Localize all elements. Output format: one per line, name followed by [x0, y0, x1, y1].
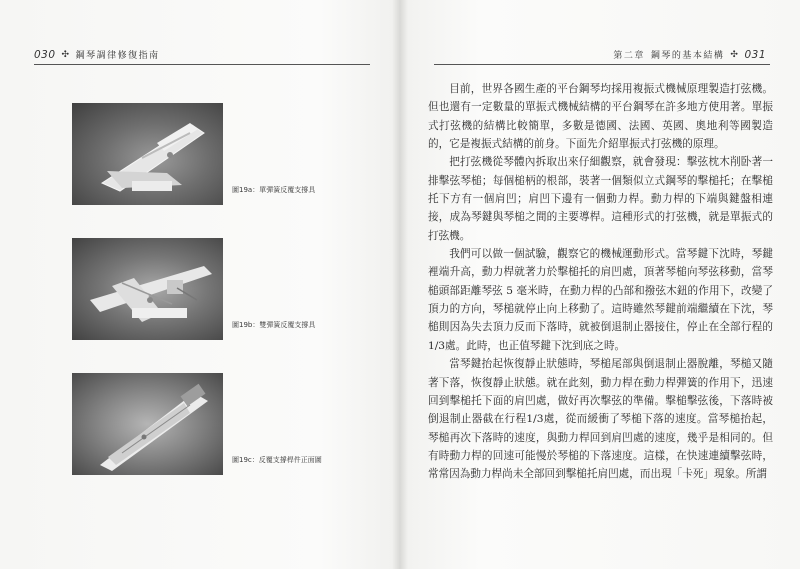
figure-19a	[72, 103, 316, 205]
left-header-rule	[34, 64, 370, 65]
left-running-header	[34, 48, 160, 61]
right-page-number: 031	[744, 48, 766, 61]
paragraph: 我們可以做一個試驗，觀察它的機械運動形式。當琴鍵下沈時，琴鍵裡端升高，動力桿就著力於擊槌托的肩凹處，頂著琴槌向琴弦移動，當琴槌頭部距離琴弦 5 毫米時，在動力桿的凸部和撥弦木鈕的作用下，改變了頂力的方向，琴槌就停止向上移動了。這時雖然琴鍵前端繼續在下沈，琴槌則因為失去頂力反而下落時，就被倒退制止器接住，停止在全部行程的1/3處。此時，也正值琴鍵下沈到底之時。	[428, 248, 773, 352]
right-page	[400, 0, 800, 569]
figure-19b	[72, 238, 316, 340]
figure-19b-caption: 圖19b：雙彈簧反覆支撐具	[232, 321, 316, 329]
left-running-title: 鋼琴調律修復指南	[75, 51, 160, 61]
ornament-icon: ✣	[730, 49, 739, 60]
paragraph: 當琴鍵抬起恢復靜止狀態時，琴槌尾部與倒退制止器脫離，琴槌又隨著下落，恢復靜止狀態。就在此刻，動力桿在動力桿彈簧的作用下，迅速回到擊槌托下面的肩凹處，做好再次擊弦的準備。擊槌擊弦後，下落時被倒退制止器截在行程1/3處，從而緩衝了琴槌下落的速度。當琴槌抬起，琴槌再次下落時的速度，與動力桿回到肩凹處的速度，幾乎是相同的。但有時動力桿的回速可能慢於琴槌的下落速度。這樣，在快速連續擊弦時，常常因為動力桿尚未全部回到擊槌托肩凹處，而出現「卡死」現象。所謂	[428, 358, 773, 481]
paragraph: 把打弦機從琴體內拆取出來仔細觀察，就會發現：擊弦枕木削卧著一排擊弦琴槌；每個槌柄的根部，裝著一個類似立式鋼琴的擊槌托；在擊槌托下方有一個肩凹；肩凹下邊有一個動力桿。動力桿的下端與鍵盤相連接，成為琴鍵與琴槌之間的主要導桿。這種形式的打弦機，就是單振式的打弦機。	[428, 156, 773, 242]
figure-19a-caption: 圖19a：單彈簧反覆支撐具	[232, 186, 316, 194]
paragraph: 目前，世界各國生產的平台鋼琴均採用複振式機械原理製造打弦機。但也還有一定數量的單振式機械結構的平台鋼琴在許多地方使用著。單振式打弦機的結構比較簡單，多數是德國、法國、英國、奧地利等國製造的，它是複振式結構的前身。下面先介紹單振式打弦機的原理。	[428, 83, 773, 151]
chapter-label: 第二章	[613, 51, 645, 61]
figure-19c	[72, 373, 322, 475]
right-running-title: 鋼琴的基本結構	[650, 51, 725, 61]
ornament-icon: ✣	[61, 49, 70, 60]
figure-19a-photo	[72, 103, 223, 205]
body-text	[428, 80, 773, 484]
right-header-rule	[434, 64, 770, 65]
figure-19c-caption: 圖19c：反覆支撐桿件正面圖	[232, 456, 322, 464]
right-running-header	[613, 48, 766, 61]
figure-19b-photo	[72, 238, 223, 340]
left-page-number: 030	[34, 48, 56, 61]
figure-19c-photo	[72, 373, 223, 475]
